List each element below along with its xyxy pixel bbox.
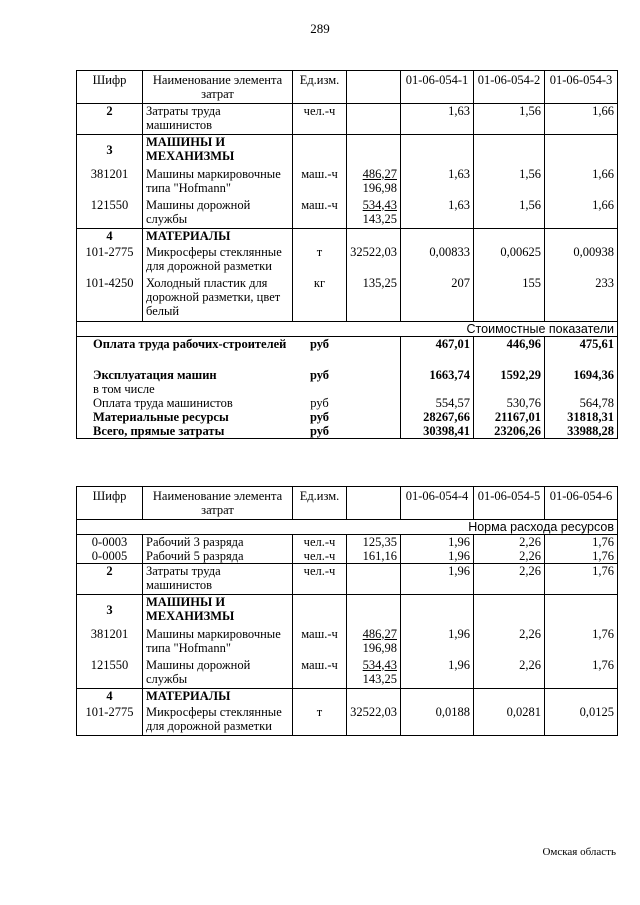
empty-cell (474, 689, 545, 705)
row-value-3: 1,66 (545, 198, 618, 229)
resource-table-2 (76, 486, 618, 736)
row-name: Холодный пластик для дорожной разметки, цвет белый (143, 276, 293, 322)
row-name: Микросферы стеклянные для дорожной разметки (143, 245, 293, 276)
header-code: Шифр (77, 487, 143, 520)
cost-value-1: 467,01 (401, 337, 474, 368)
row-name: Рабочий 5 разряда (143, 549, 293, 564)
row-value-3: 1,76 (545, 627, 618, 658)
row-value-2: 0,00625 (474, 245, 545, 276)
row-value-3: 1,66 (545, 167, 618, 198)
row-price: 135,25 (347, 276, 401, 322)
row-code: 0-0005 (77, 549, 143, 564)
price-top: 534,43 (362, 657, 397, 672)
row-value-1: 1,96 (401, 627, 474, 658)
row-price: 161,16 (347, 549, 401, 564)
row-value-2: 2,26 (474, 535, 545, 550)
row-value-1: 0,00833 (401, 245, 474, 276)
row-code: 381201 (77, 627, 143, 658)
cost-value-2: 1592,29 (474, 368, 545, 382)
resource-table-1 (76, 70, 618, 439)
price-bottom: 196,98 (362, 180, 397, 195)
empty-cell (347, 564, 401, 595)
section-row (77, 135, 618, 167)
cost-name: Всего, прямые затраты (77, 424, 293, 439)
header-col-2: 01-06-054-5 (474, 487, 545, 520)
row-name: Микросферы стеклянные для дорожной разметки (143, 705, 293, 736)
row-value-3: 1,76 (545, 658, 618, 689)
empty-cell (347, 424, 401, 439)
row-code: 121550 (77, 658, 143, 689)
price-top: 534,43 (362, 197, 397, 212)
row-unit: чел.-ч (293, 549, 347, 564)
cost-unit: руб (309, 409, 330, 424)
cost-name: Эксплуатация машин (77, 368, 293, 382)
section-code: 3 (77, 135, 143, 167)
header-col-3: 01-06-054-3 (545, 71, 618, 104)
row-price: 32522,03 (347, 245, 401, 276)
price-top: 486,27 (362, 626, 397, 641)
price-bottom: 196,98 (362, 640, 397, 655)
row-value-1: 1,63 (401, 198, 474, 229)
row-unit: маш.-ч (293, 658, 347, 689)
cost-value-2: 446,96 (474, 337, 545, 368)
row-value-3: 1,76 (545, 564, 618, 595)
row-code: 121550 (77, 198, 143, 229)
cost-value-3: 564,78 (545, 396, 618, 410)
row-price: 125,35 (347, 535, 401, 550)
cost-value-1: 28267,66 (401, 410, 474, 424)
cost-value-1 (401, 382, 474, 396)
empty-cell (474, 135, 545, 167)
price-top: 486,27 (362, 166, 397, 181)
table-row (77, 104, 618, 135)
row-value-2: 1,56 (474, 104, 545, 135)
cost-name: Оплата труда машинистов (77, 396, 293, 410)
row-price (347, 167, 401, 198)
row-value-3: 233 (545, 276, 618, 322)
empty-cell (401, 135, 474, 167)
row-value-3: 1,66 (545, 104, 618, 135)
header-name: Наименование элемента затрат (143, 71, 293, 104)
row-code: 101-2775 (77, 245, 143, 276)
row-name: Затраты труда машинистов (143, 104, 293, 135)
section-title: МАШИНЫ И МЕХАНИЗМЫ (143, 595, 293, 627)
cost-value-2 (474, 382, 545, 396)
header-unit: Ед.изм. (293, 71, 347, 104)
cost-name: в том числе (77, 382, 293, 396)
row-value-1: 0,0188 (401, 705, 474, 736)
section-title: МАТЕРИАЛЫ (143, 229, 293, 245)
empty-cell (347, 382, 401, 396)
table-row (77, 535, 618, 550)
empty-cell (474, 229, 545, 245)
row-code: 381201 (77, 167, 143, 198)
empty-cell (545, 595, 618, 627)
table-1 (76, 70, 618, 439)
row-value-2: 2,26 (474, 564, 545, 595)
row-name: Машины маркировочные типа "Hofmann" (143, 627, 293, 658)
row-value-2: 2,26 (474, 627, 545, 658)
cost-value-2: 23206,26 (474, 424, 545, 439)
empty-cell (401, 689, 474, 705)
row-price: 32522,03 (347, 705, 401, 736)
row-unit: т (293, 245, 347, 276)
table-header-row (77, 487, 618, 520)
cost-name: Материальные ресурсы (77, 410, 293, 424)
cost-unit: руб (309, 337, 330, 351)
cost-unit: руб (310, 395, 329, 410)
row-value-1: 1,96 (401, 658, 474, 689)
row-value-3: 1,76 (545, 549, 618, 564)
table-row (77, 198, 618, 229)
empty-cell (347, 368, 401, 382)
row-name: Машины маркировочные типа "Hofmann" (143, 167, 293, 198)
row-price (347, 198, 401, 229)
section-code: 4 (77, 689, 143, 705)
table-row (77, 627, 618, 658)
row-unit: кг (293, 276, 347, 322)
cost-value-2: 530,76 (474, 396, 545, 410)
empty-cell (347, 396, 401, 410)
empty-cell (545, 229, 618, 245)
row-code: 101-2775 (77, 705, 143, 736)
empty-cell (293, 689, 347, 705)
row-value-2: 2,26 (474, 658, 545, 689)
empty-cell (545, 689, 618, 705)
cost-name: Оплата труда рабочих-строителей (77, 337, 293, 368)
section-title: МАТЕРИАЛЫ (143, 689, 293, 705)
row-price (347, 104, 401, 135)
empty-cell (347, 410, 401, 424)
row-code: 101-4250 (77, 276, 143, 322)
cost-row (77, 337, 618, 368)
section-row (77, 229, 618, 245)
row-value-2: 0,0281 (474, 705, 545, 736)
row-code: 0-0003 (77, 535, 143, 550)
table-row (77, 167, 618, 198)
cost-row (77, 382, 618, 396)
cost-band-label: Стоимостные показатели (77, 322, 618, 337)
cost-value-3 (545, 382, 618, 396)
cost-unit: руб (309, 367, 330, 382)
header-col-3: 01-06-054-6 (545, 487, 618, 520)
header-code: Шифр (77, 71, 143, 104)
row-code: 2 (77, 104, 143, 135)
cost-value-1: 1663,74 (401, 368, 474, 382)
row-value-1: 1,96 (401, 564, 474, 595)
region-footer: Омская область (542, 846, 616, 858)
cost-band-row (77, 322, 618, 337)
cost-value-3: 33988,28 (545, 424, 618, 439)
header-unit: Ед.изм. (293, 487, 347, 520)
row-value-3: 0,0125 (545, 705, 618, 736)
table-row (77, 564, 618, 595)
norm-band-row (77, 520, 618, 535)
section-row (77, 595, 618, 627)
cost-row-total (77, 424, 618, 439)
row-name: Затраты труда машинистов (143, 564, 293, 595)
price-bottom: 143,25 (362, 211, 397, 226)
row-value-1: 1,96 (401, 535, 474, 550)
row-price (347, 627, 401, 658)
cost-value-1: 554,57 (401, 396, 474, 410)
cost-unit: руб (293, 424, 347, 439)
empty-cell (293, 595, 347, 627)
cost-row (77, 410, 618, 424)
row-name: Рабочий 3 разряда (143, 535, 293, 550)
empty-cell (347, 337, 401, 368)
section-code: 3 (77, 595, 143, 627)
row-code: 2 (77, 564, 143, 595)
cost-row (77, 368, 618, 382)
empty-cell (401, 229, 474, 245)
section-title: МАШИНЫ И МЕХАНИЗМЫ (143, 135, 293, 167)
price-bottom: 143,25 (362, 671, 397, 686)
row-unit: т (293, 705, 347, 736)
row-price (347, 658, 401, 689)
empty-cell (347, 595, 401, 627)
table-header-row (77, 71, 618, 104)
table-row (77, 245, 618, 276)
norm-band-label: Норма расхода ресурсов (77, 520, 618, 535)
empty-cell (347, 135, 401, 167)
table-row (77, 276, 618, 322)
empty-cell (545, 135, 618, 167)
table-row (77, 658, 618, 689)
row-unit: маш.-ч (293, 198, 347, 229)
empty-cell (347, 229, 401, 245)
header-price (347, 71, 401, 104)
row-unit: маш.-ч (293, 627, 347, 658)
empty-cell (293, 229, 347, 245)
section-row (77, 689, 618, 705)
header-col-1: 01-06-054-1 (401, 71, 474, 104)
cost-value-3: 31818,31 (545, 410, 618, 424)
header-price (347, 487, 401, 520)
header-col-2: 01-06-054-2 (474, 71, 545, 104)
cost-unit (293, 382, 347, 396)
row-value-1: 207 (401, 276, 474, 322)
row-value-3: 0,00938 (545, 245, 618, 276)
row-value-1: 1,63 (401, 104, 474, 135)
empty-cell (401, 595, 474, 627)
cost-value-3: 1694,36 (545, 368, 618, 382)
cost-value-1: 30398,41 (401, 424, 474, 439)
page-number: 289 (310, 21, 330, 36)
row-value-2: 2,26 (474, 549, 545, 564)
cost-value-3: 475,61 (545, 337, 618, 368)
row-name: Машины дорожной службы (143, 198, 293, 229)
table-row (77, 549, 618, 564)
table-2 (76, 486, 618, 736)
empty-cell (293, 135, 347, 167)
empty-cell (474, 595, 545, 627)
cost-value-2: 21167,01 (474, 410, 545, 424)
section-code: 4 (77, 229, 143, 245)
row-value-2: 155 (474, 276, 545, 322)
header-col-1: 01-06-054-4 (401, 487, 474, 520)
row-value-3: 1,76 (545, 535, 618, 550)
row-value-2: 1,56 (474, 167, 545, 198)
row-unit: чел.-ч (293, 535, 347, 550)
table-row (77, 705, 618, 736)
empty-cell (347, 689, 401, 705)
row-unit: чел.-ч (293, 564, 347, 595)
header-name: Наименование элемента затрат (143, 487, 293, 520)
row-value-1: 1,96 (401, 549, 474, 564)
row-value-2: 1,56 (474, 198, 545, 229)
row-name: Машины дорожной службы (143, 658, 293, 689)
row-unit: чел.-ч (293, 104, 347, 135)
row-unit: маш.-ч (293, 167, 347, 198)
cost-row (77, 396, 618, 410)
row-value-1: 1,63 (401, 167, 474, 198)
